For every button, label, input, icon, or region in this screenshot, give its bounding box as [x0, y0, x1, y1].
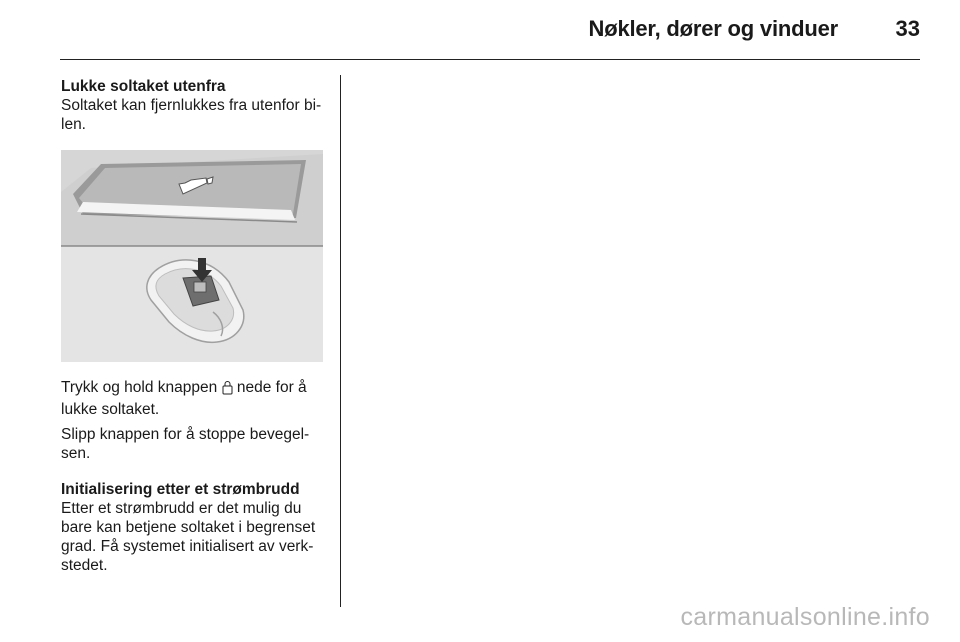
initialization-text: Etter et strømbrudd er det mulig du bare kan betjene soltaket i begrenset grad. Få systemet initialisert av verk-stedet.	[61, 500, 316, 574]
page-number: 33	[895, 16, 920, 41]
instruction-text	[61, 378, 329, 419]
lock-icon	[222, 380, 233, 400]
section-intro: Soltaket kan fjernlukkes fra utenfor bi-len.	[61, 97, 322, 133]
left-column	[61, 77, 329, 575]
instruction-after-icon: nede for å lukke soltaket.	[61, 379, 307, 418]
section-heading-initialization: Initialisering etter et strømbrudd	[61, 481, 300, 498]
release-text: Slipp knappen for å stoppe bevegel-sen.	[61, 426, 310, 462]
sunroof-and-key-fob-illustration	[61, 150, 323, 362]
section-heading-close-sunroof: Lukke soltaket utenfra	[61, 78, 226, 95]
header-divider	[60, 59, 920, 60]
sunroof-key-fob-figure	[61, 150, 323, 362]
header-title: Nøkler, dører og vinduer	[588, 16, 838, 41]
watermark: carmanualsonline.info	[680, 603, 930, 631]
column-divider	[340, 75, 341, 607]
instruction-before-icon: Trykk og hold knappen	[61, 379, 222, 396]
